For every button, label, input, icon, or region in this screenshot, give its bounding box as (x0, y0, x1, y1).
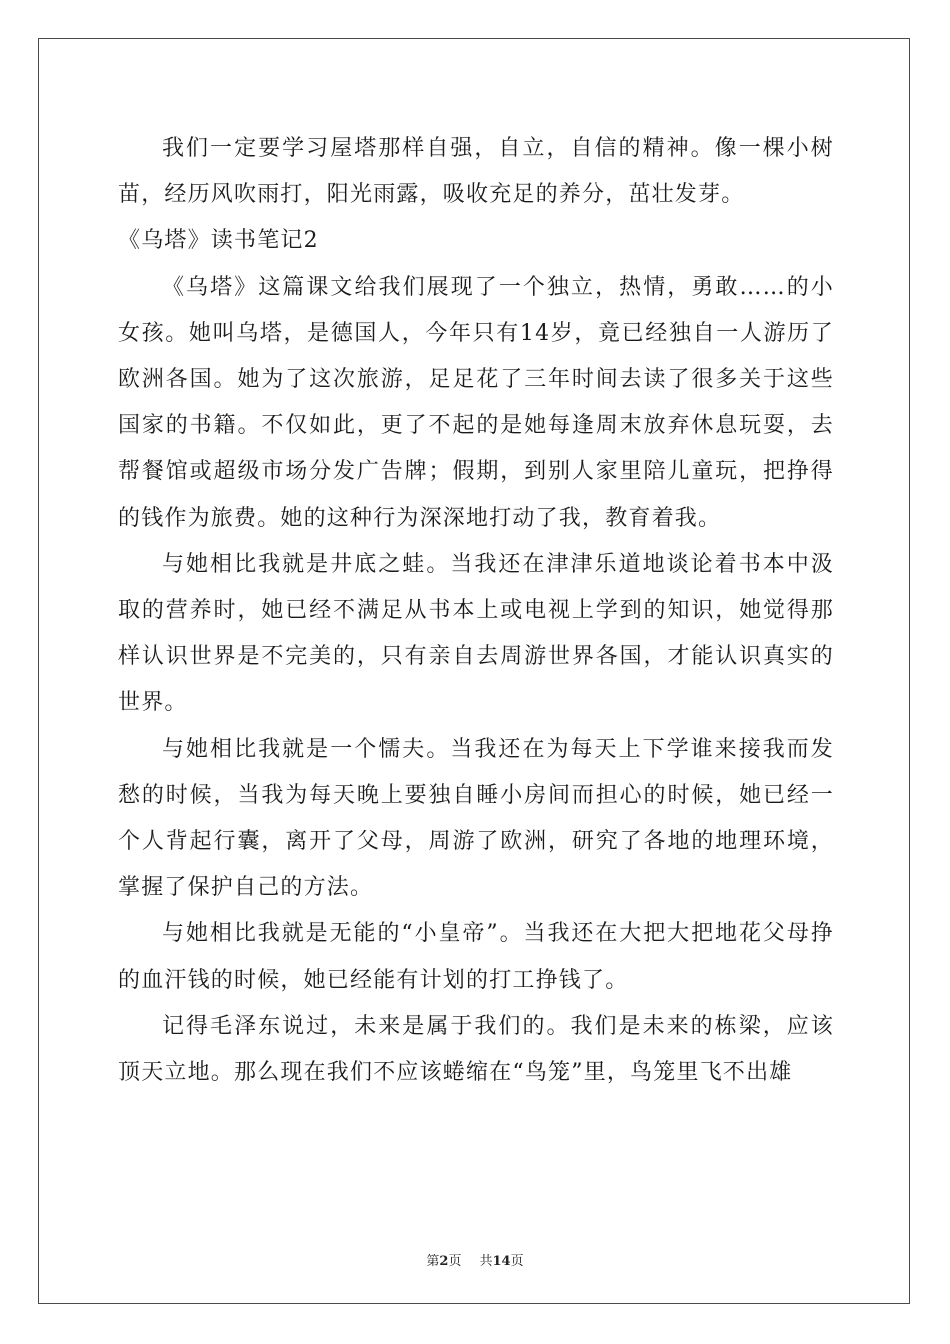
paragraph: 与她相比我就是无能的“小皇帝”。当我还在大把大把地花父母挣的血汗钱的时候，她已经能有计划的打工挣钱了。 (118, 921, 834, 993)
page-footer (0, 1250, 950, 1269)
paragraph: 《乌塔》这篇课文给我们展现了一个独立，热情，勇敢……的小女孩。她叫乌塔，是德国人，今年只有14岁，竟已经独自一人游历了欧洲各国。她为了这次旅游，足足花了三年时间去读了很多关于这些国家的书籍。不仅如此，更了不起的是她每逢周末放弃休息玩耍，去帮餐馆或超级市场分发广告牌；假期，到别人家里陪儿童玩，把挣得的钱作为旅费。她的这种行为深深地打动了我，教育着我。 (118, 274, 834, 531)
current-page-number: 2 (439, 1254, 449, 1269)
paragraph: 与她相比我就是井底之蛙。当我还在津津乐道地谈论着书本中汲取的营养时，她已经不满足从书本上或电视上学到的知识，她觉得那样认识世界是不完美的，只有亲自去周游世界各国，才能认识真实的世界。 (118, 551, 834, 716)
paragraph: 与她相比我就是一个懦夫。当我还在为每天上下学谁来接我而发愁的时候，当我为每天晚上要独自睡小房间而担心的时候，她已经一个人背起行囊，离开了父母，周游了欧洲，研究了各地的地理环境，掌握了保护自己的方法。 (118, 736, 834, 901)
total-pages-number: 14 (492, 1254, 511, 1269)
paragraph: 记得毛泽东说过，未来是属于我们的。我们是未来的栋梁，应该顶天立地。那么现在我们不应该蜷缩在“鸟笼”里，鸟笼里飞不出雄 (118, 1013, 834, 1086)
total-pages-prefix: 共 (479, 1254, 493, 1269)
total-pages-suffix: 页 (510, 1254, 524, 1269)
paragraph: 我们一定要学习屋塔那样自强，自立，自信的精神。像一棵小树苗，经历风吹雨打，阳光雨露，吸收充足的养分，茁壮发芽。 (118, 136, 834, 208)
document-body (118, 126, 834, 1096)
page-number-suffix: 页 (448, 1254, 462, 1269)
section-heading: 《乌塔》读书笔记2 (118, 228, 319, 254)
page-number-prefix: 第 (426, 1254, 440, 1269)
